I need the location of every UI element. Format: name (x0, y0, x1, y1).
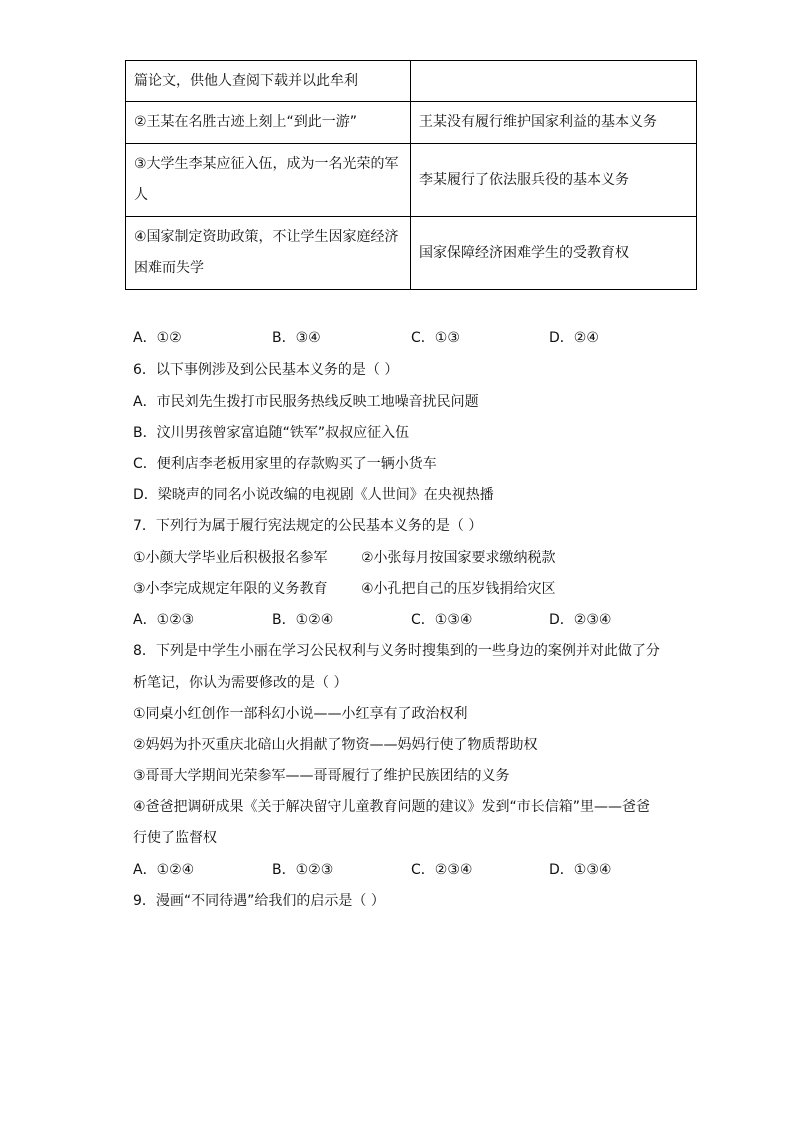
q8-item-1: ①同桌小红创作一部科幻小说——小红享有了政治权利 (133, 706, 468, 722)
table-cell-analysis (411, 61, 697, 102)
q8-option-c[interactable]: C．②③④ (411, 862, 473, 878)
q8-option-b[interactable]: B．①②③ (272, 862, 334, 878)
q8-option-a[interactable]: A．①②④ (133, 862, 195, 878)
q5-option-a[interactable]: A．①② (133, 330, 182, 346)
table-cell-analysis: 王某没有履行维护国家利益的基本义务 (411, 102, 697, 144)
q7-option-b[interactable]: B．①②④ (272, 612, 334, 628)
q6-stem: 6．以下事例涉及到公民基本义务的是（ ） (133, 362, 399, 378)
table-cell-case: 篇论文，供他人查阅下载并以此牟利 (126, 61, 411, 102)
q8-item-4-cont: 行使了监督权 (133, 830, 217, 846)
q8-item-2: ②妈妈为扑灭重庆北碚山火捐献了物资——妈妈行使了物质帮助权 (133, 737, 538, 753)
table-cell-case: ③大学生李某应征入伍，成为一名光荣的军人 (126, 144, 411, 217)
q9-stem: 9．漫画“不同待遇”给我们的启示是（ ） (133, 893, 385, 909)
q7-option-c[interactable]: C．①③④ (411, 612, 473, 628)
table-row (126, 61, 697, 102)
table-cell-analysis: 李某履行了依法服兵役的基本义务 (411, 144, 697, 217)
q7-option-d[interactable]: D．②③④ (549, 612, 612, 628)
q7-item-2: ②小张每月按国家要求缴纳税款 (361, 550, 556, 566)
q8-item-3: ③哥哥大学期间光荣参军——哥哥履行了维护民族团结的义务 (133, 768, 510, 784)
table-cell-case: ④国家制定资助政策，不让学生因家庭经济困难而失学 (126, 217, 411, 290)
q6-option-c[interactable]: C．便利店李老板用家里的存款购买了一辆小货车 (133, 456, 437, 472)
q5-option-d[interactable]: D．②④ (549, 330, 599, 346)
q8-option-d[interactable]: D．①③④ (549, 862, 612, 878)
table-cell-analysis: 国家保障经济困难学生的受教育权 (411, 217, 697, 290)
q7-item-1: ①小颜大学毕业后积极报名参军 (133, 550, 328, 566)
table-cell-case: ②王某在名胜古迹上刻上“到此一游” (126, 102, 411, 144)
q8-stem-line2: 析笔记，你认为需要修改的是（ ） (133, 675, 348, 691)
q7-item-3: ③小李完成规定年限的义务教育 (133, 581, 328, 597)
table-row (126, 144, 697, 217)
q5-option-b[interactable]: B．③④ (272, 330, 321, 346)
table-row (126, 217, 697, 290)
table-row (126, 102, 697, 144)
q6-option-a[interactable]: A．市民刘先生拨打市民服务热线反映工地噪音扰民问题 (133, 394, 479, 410)
q5-option-c[interactable]: C．①③ (411, 330, 460, 346)
q6-option-d[interactable]: D．梁晓声的同名小说改编的电视剧《人世间》在央视热播 (133, 487, 494, 503)
case-analysis-table (125, 60, 697, 290)
q6-option-b[interactable]: B．汶川男孩曾家富追随“铁军”叔叔应征入伍 (133, 425, 410, 441)
q7-stem: 7．下列行为属于履行宪法规定的公民基本义务的是（ ） (133, 518, 483, 534)
q7-item-4: ④小孔把自己的压岁钱捐给灾区 (361, 581, 556, 597)
q8-stem-line1: 8．下列是中学生小丽在学习公民权利与义务时搜集到的一些身边的案例并对此做了分 (133, 643, 660, 659)
q7-option-a[interactable]: A．①②③ (133, 612, 195, 628)
q8-item-4: ④爸爸把调研成果《关于解决留守儿童教育问题的建议》发到“市长信箱”里——爸爸 (133, 799, 651, 815)
